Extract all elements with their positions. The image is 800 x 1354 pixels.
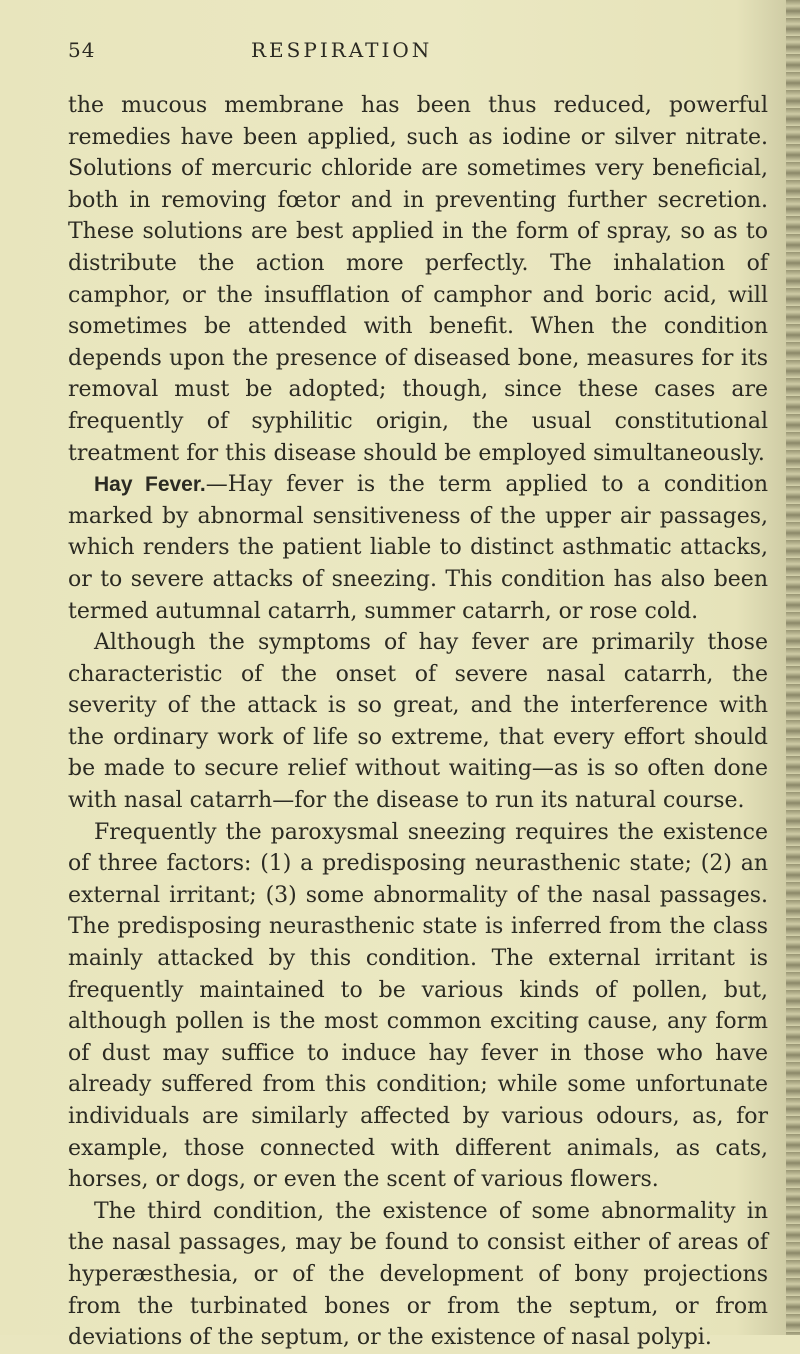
page-edge-shadow (786, 0, 800, 1335)
running-head: RESPIRATION (251, 38, 433, 62)
paragraph-continuation: the mucous membrane has been thus reduced, powerful remedies have been applied, such as iodine or silver nitrate. Solutions of mercuric chloride are sometimes very beneficial, both in removing fœtor and in preventing further secretion. These solutions are best applied in the form of spray, so as to distribute the action more perfectly. The inhalation of camphor, or the insufflation of camphor and boric acid, will sometimes be attended with benefit. When the condition depends upon the presence of diseased bone, measures for its removal must be adopted; though, since these cases are frequently of syphilitic origin, the usual constitutional treatment for this disease should be employed simultaneously. (68, 93, 768, 466)
paragraph-factors: Frequently the paroxysmal sneezing requires the existence of three factors: (1) a predisposing neurasthenic state; (2) an external irritant; (3) some abnormality of the nasal passages. The predisposing neurasthenic state is inferred from the class mainly attacked by this condition. The external irritant is frequently maintained to be various kinds of pollen, but, although pollen is the most common exciting cause, any form of dust may suffice to induce hay fever in those who have already suffered from this condition; while some unfortunate individuals are similarly affected by various odours, as, for example, those connected with different animals, as cats, horses, or dogs, or even the scent of various flowers. (68, 819, 768, 1193)
page-header (0, 38, 770, 78)
paragraph-symptoms: Although the symptoms of hay fever are primarily those characteristic of the onset of severe nasal catarrh, the severity of the attack is so great, and the interference with the ordinary work of life so extreme, that every effort should be made to secure relief without waiting—as is so often done with nasal catarrh—for the disease to run its natural course. (68, 630, 768, 814)
paragraph-hay-fever-text: —Hay fever is the term applied to a condition marked by abnormal sensitiveness of the upper air passages, which renders the patient liable to distinct asthmatic attacks, or to severe attacks of sneezing. This condition has also been termed autumnal catarrh, summer catarrh, or rose cold. (68, 472, 769, 624)
section-heading-hay-fever: Hay Fever. (94, 473, 206, 497)
body-text (68, 90, 768, 1354)
paragraph-third-condition: The third condition, the existence of some abnormality in the nasal passages, may be found to consist either of areas of hyperæsthesia, or of the development of bony projections from the turbinated bones or from the septum, or from deviations of the septum, or the existence of nasal polypi. (68, 1198, 768, 1351)
paragraph-hay-fever (68, 469, 768, 627)
page-number: 54 (68, 38, 96, 62)
